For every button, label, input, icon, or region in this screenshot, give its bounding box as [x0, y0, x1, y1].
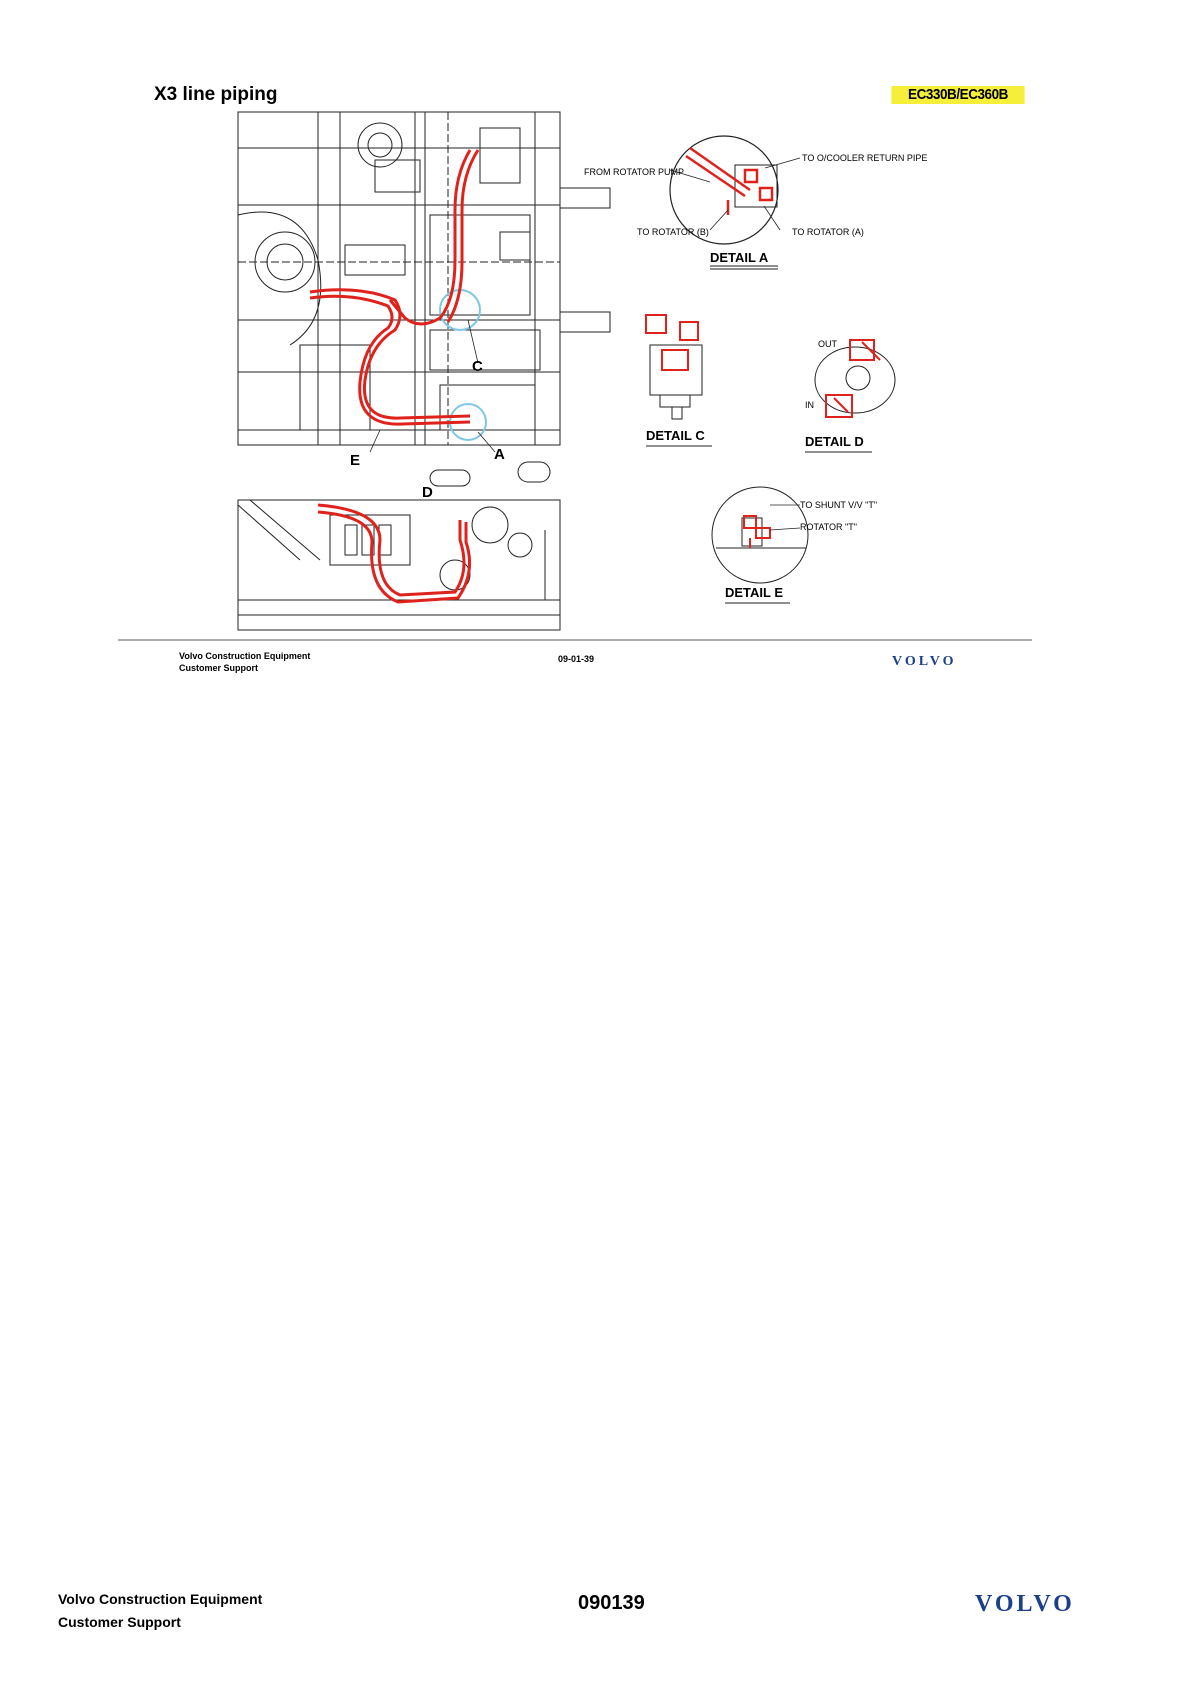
inner-footer-code: 09-01-39: [558, 654, 595, 664]
marker-d: D: [422, 484, 433, 501]
model-badge: EC330B/EC360B: [891, 86, 1024, 104]
hydraulic-pipes: [310, 150, 478, 602]
outer-footer-company-block: [58, 1588, 262, 1634]
outer-volvo-logo: VOLVO: [975, 1591, 1075, 1617]
inner-footer-support: Customer Support: [179, 663, 259, 673]
callout-in: IN: [805, 400, 814, 410]
inner-volvo-logo: VOLVO: [892, 654, 957, 669]
callout-to-shunt: TO SHUNT V/V "T": [800, 500, 878, 510]
callout-to-rotator-b: TO ROTATOR (B): [637, 227, 709, 237]
detail-a-label: DETAIL A: [710, 250, 769, 265]
callout-to-ocooler-return: TO O/COOLER RETURN PIPE: [802, 153, 928, 163]
top-view-drawing: [238, 112, 610, 445]
side-view-drawing: [238, 462, 560, 630]
marker-a: A: [494, 446, 505, 463]
marker-e: E: [350, 452, 361, 469]
detail-d-label: DETAIL D: [805, 434, 864, 449]
inner-footer-company-block: [179, 650, 310, 674]
detail-c-label: DETAIL C: [646, 428, 705, 443]
callout-from-rotator-pump: FROM ROTATOR PUMP: [584, 167, 684, 177]
callout-out: OUT: [818, 339, 837, 349]
callout-to-rotator-a: TO ROTATOR (A): [792, 227, 864, 237]
outer-footer-code: 090139: [578, 1592, 645, 1614]
outer-footer-company: Volvo Construction Equipment: [58, 1591, 263, 1607]
detail-c-drawing: [646, 315, 702, 419]
marker-c: C: [472, 358, 483, 375]
inner-footer-company: Volvo Construction Equipment: [179, 651, 311, 661]
page-title: X3 line piping: [154, 84, 278, 105]
callout-rotator-t: ROTATOR "T": [800, 522, 857, 532]
outer-footer-support: Customer Support: [58, 1614, 181, 1630]
detail-d-drawing: [815, 340, 895, 417]
detail-e-label: DETAIL E: [725, 585, 784, 600]
detail-e-drawing: [712, 487, 808, 583]
piping-diagram: [0, 0, 1190, 700]
